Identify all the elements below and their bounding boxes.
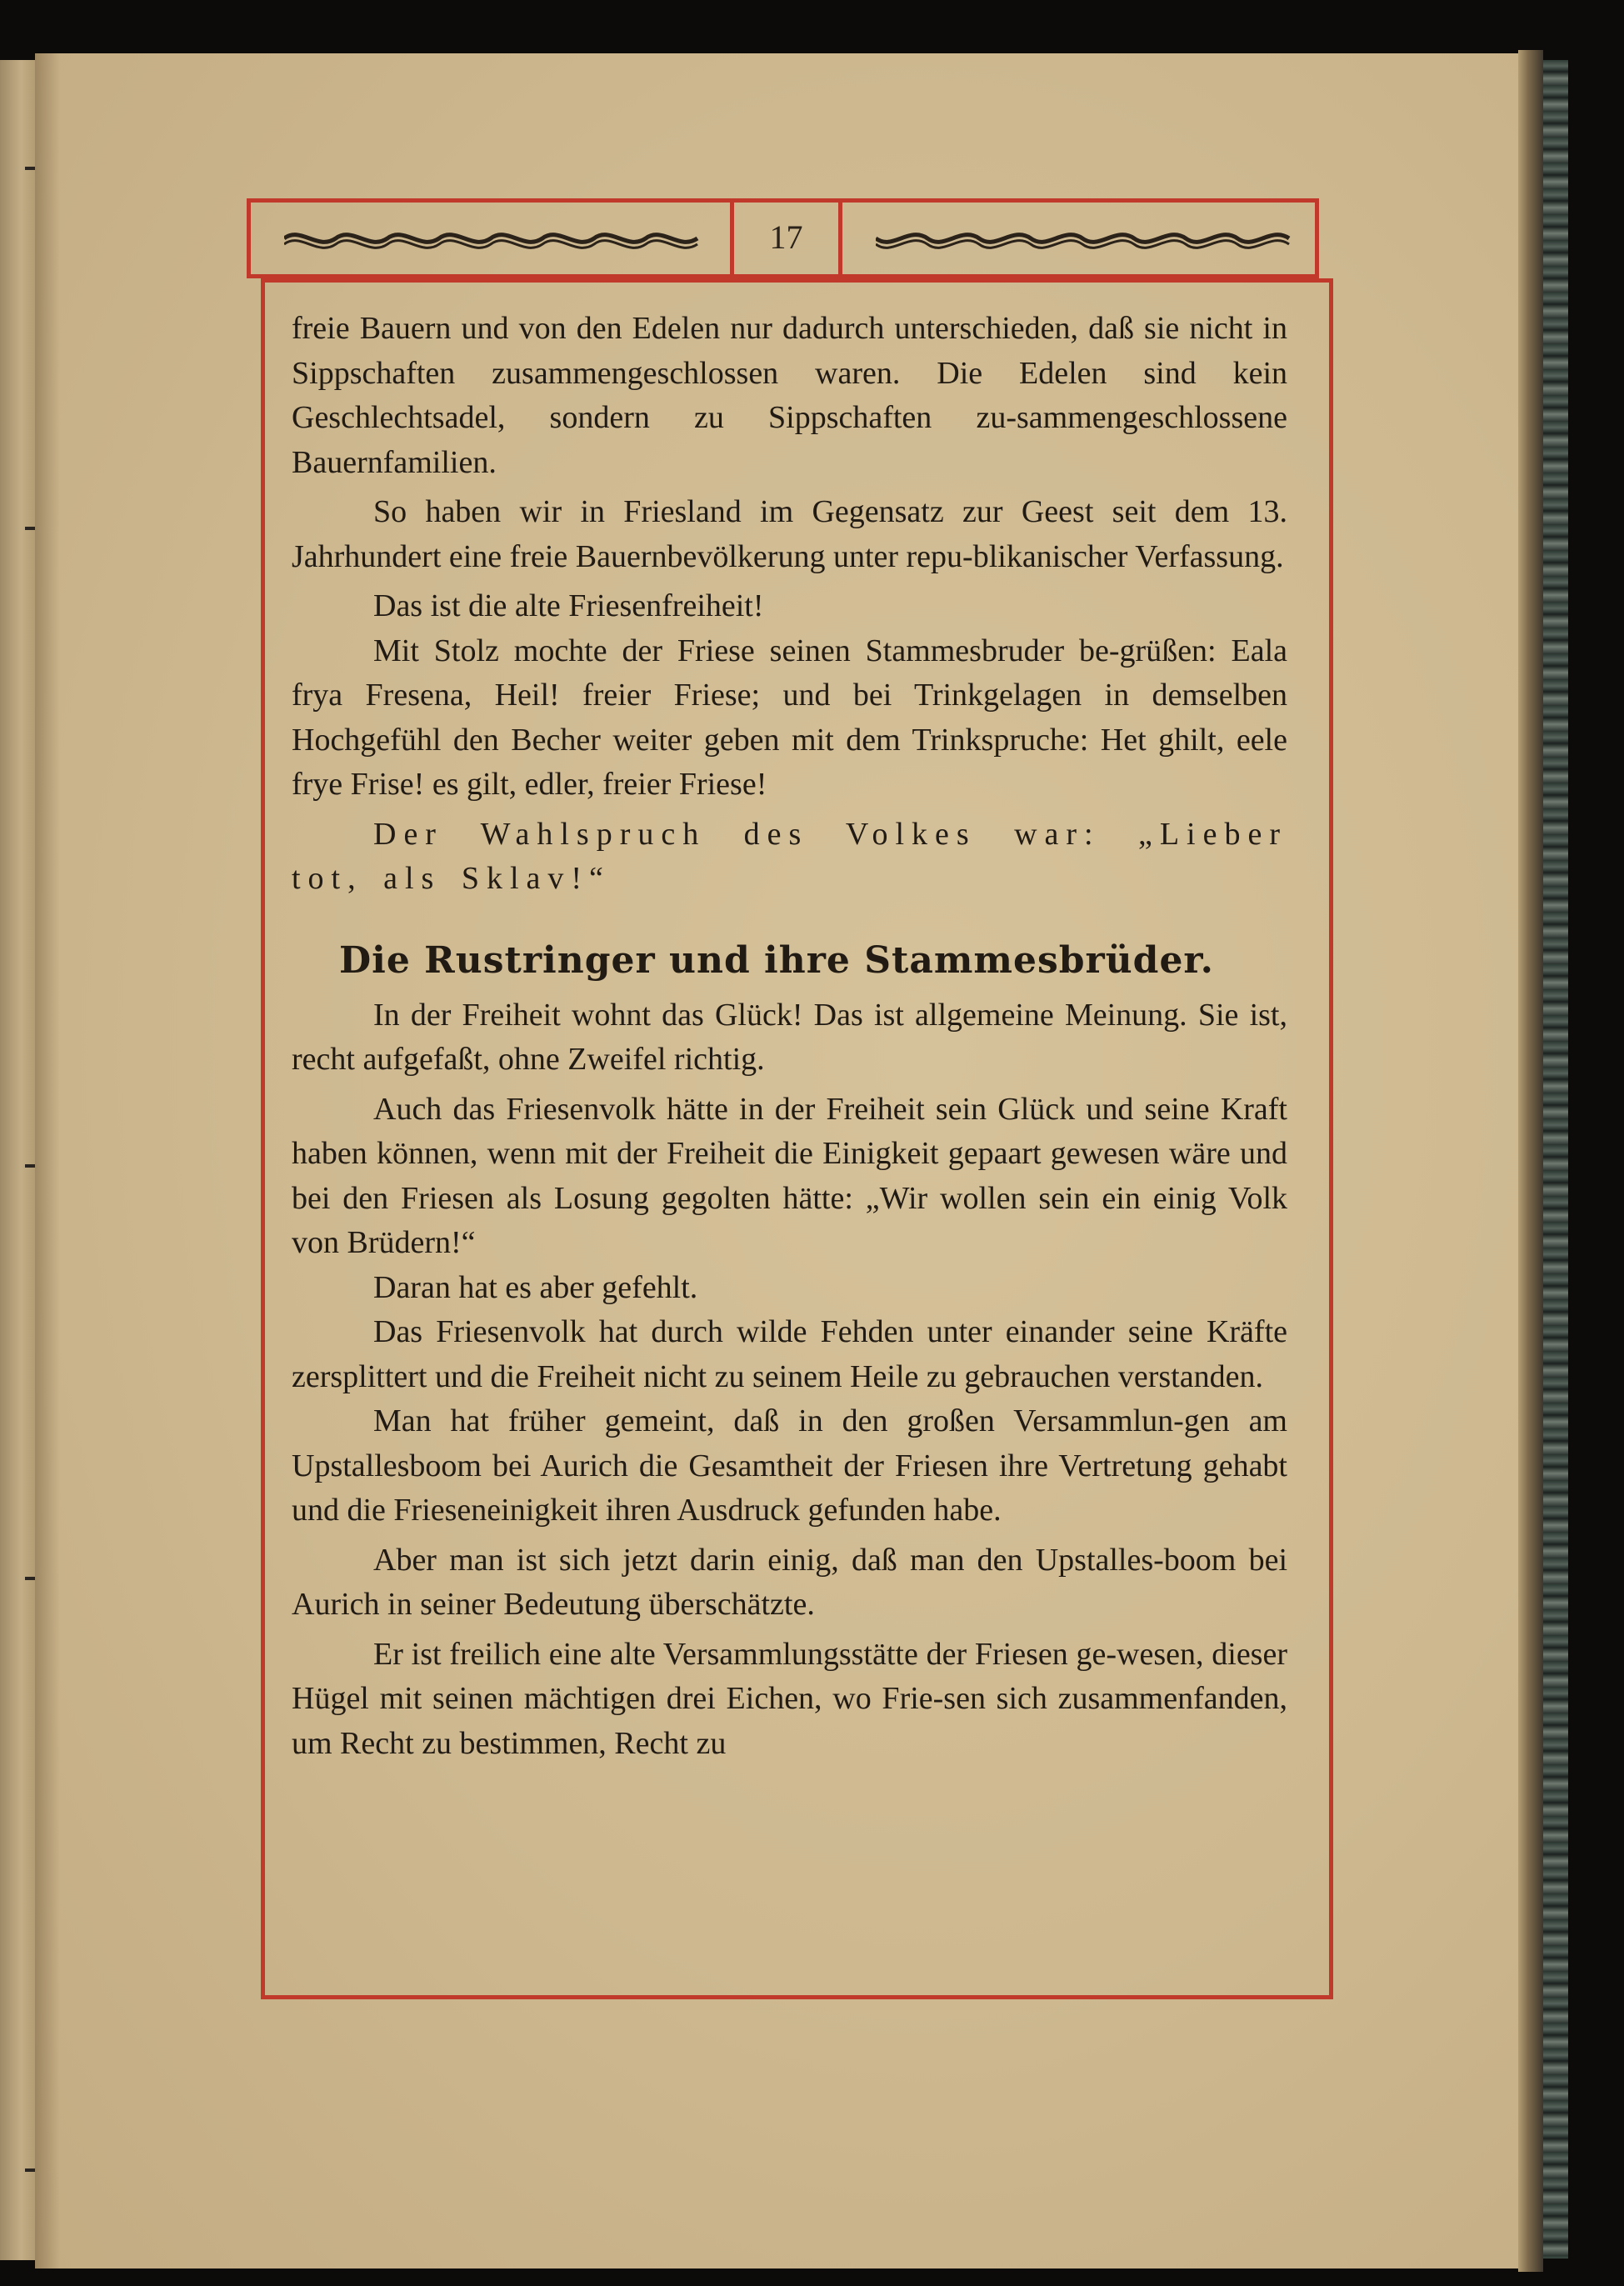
header-ornament-cell-right xyxy=(842,203,1315,274)
paragraph: Das ist die alte Friesenfreiheit! xyxy=(373,588,764,623)
page-body xyxy=(292,307,1287,1766)
page-number: 17 xyxy=(769,218,803,256)
page-number-cell xyxy=(734,203,842,274)
paragraph: Man hat früher gemeint, daß in den großen Versammlun-gen am Upstallesboom bei Aurich die Gesamtheit der Friesen ihre Vertretung gehabt und die Frieseneinigkeit ihren Ausdruck gefunden habe. xyxy=(292,1403,1287,1528)
marbled-cover-edge xyxy=(1543,60,1568,2258)
paragraph: Mit Stolz mochte der Friese seinen Stammesbruder be-grüßen: Eala frya Fresena, Heil! freier Friese; und bei Trinkgelagen in demselben Hochgefühl den Becher weiter geben mit dem Trinkspruche: Het ghilt, eele frye Frise! es gilt, edler, freier Friese! xyxy=(292,633,1287,802)
page-edge-shadow xyxy=(1518,50,1543,2272)
paragraph: In der Freiheit wohnt das Glück! Das ist allgemeine Meinung. Sie ist, recht aufgefaßt, ohne Zweifel richtig. xyxy=(292,997,1287,1077)
paragraph: Das Friesenvolk hat durch wilde Fehden unter einander seine Kräfte zersplittert und die Freiheit nicht zu seinem Heile zu gebrauchen verstanden. xyxy=(292,1314,1287,1394)
paragraph: Daran hat es aber gefehlt. xyxy=(373,1269,698,1305)
paragraph: Aber man ist sich jetzt darin einig, daß man den Upstalles-boom bei Aurich in seiner Bedeutung überschätzte. xyxy=(292,1542,1287,1622)
section-heading: Die Rustringer und ihre Stammesbrüder. xyxy=(339,938,1214,982)
paragraph: Er ist freilich eine alte Versammlungsstätte der Friesen ge-wesen, dieser Hügel mit seinen mächtigen drei Eichen, wo Frie-sen sich zusammenfanden, um Recht zu bestimmen, Recht zu xyxy=(292,1636,1287,1761)
paragraph: freie Bauern und von den Edelen nur dadurch unterschieden, daß sie nicht in Sippschaften zusammengeschlossen waren. Die Edelen sind kein Geschlechtsadel, sondern zu Sippschaften zu-sammengeschlossene Bauernfamilien. xyxy=(292,311,1287,480)
paragraph: So haben wir in Friesland im Gegensatz zur Geest seit dem 13. Jahrhundert eine freie Bauernbevölkerung unter repu-blikanischer Verfassung. xyxy=(292,494,1287,574)
page-header xyxy=(247,198,1319,278)
paragraph-motto: Der Wahlspruch des Volkes war: „Lieber tot, als Sklav!“ xyxy=(292,816,1287,896)
paragraph: Auch das Friesenvolk hätte in der Freiheit sein Glück und seine Kraft haben können, wenn mit der Freiheit die Einigkeit gepaart gewesen wäre und bei den Friesen als Losung gegolten hätte: „Wir wollen sein ein einig Volk von Brüdern!“ xyxy=(292,1091,1287,1260)
facing-page-edge xyxy=(0,60,35,2260)
wave-ornament-right-icon xyxy=(876,228,1292,249)
wave-ornament-left-icon xyxy=(284,228,701,249)
header-ornament-cell-left xyxy=(251,203,734,274)
page-gutter-shadow xyxy=(35,53,60,2268)
